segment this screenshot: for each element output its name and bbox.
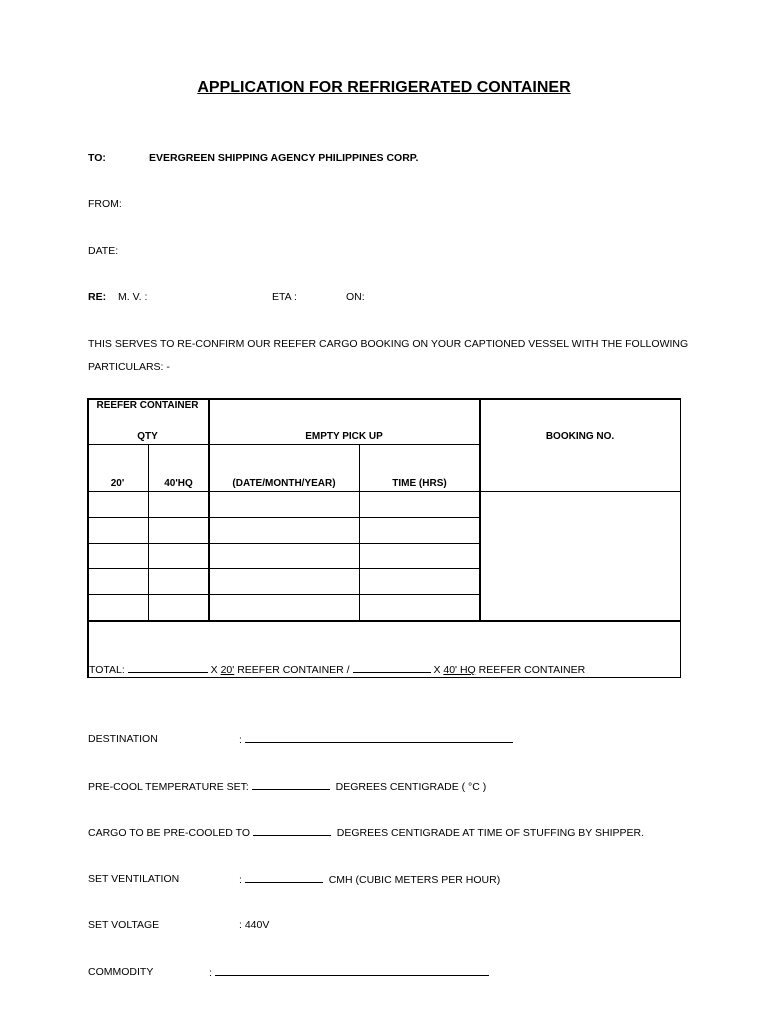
document-title: APPLICATION FOR REFRIGERATED CONTAINER [197, 79, 571, 96]
total-row [89, 663, 585, 676]
destination-colon: : [239, 734, 242, 746]
total-40-blank[interactable] [353, 663, 431, 673]
cargo-blank[interactable] [253, 826, 331, 836]
voltage-value: : 440V [239, 919, 270, 931]
intro-line-1: THIS SERVES TO RE-CONFIRM OUR REEFER CARGO BOOKING ON YOUR CAPTIONED VESSEL WITH THE FOLLOWING [88, 338, 689, 350]
cargo-label: CARGO TO BE PRE-COOLED TO [88, 827, 251, 839]
precool-blank[interactable] [252, 780, 330, 790]
total-x2: X [433, 664, 441, 676]
to-label: TO: [88, 152, 106, 164]
re-label: RE: [88, 291, 107, 303]
commodity-field [209, 966, 489, 979]
eta-label: ETA : [272, 291, 297, 303]
total-x1: X [210, 664, 218, 676]
cargo-precool-field [88, 826, 644, 839]
qty-header: QTY [137, 431, 158, 442]
col-20-header: 20' [110, 478, 125, 489]
intro-line-2: PARTICULARS: - [88, 361, 170, 373]
ventilation-blank[interactable] [245, 873, 323, 883]
cargo-unit: DEGREES CENTIGRADE AT TIME OF STUFFING BY SHIPPER. [336, 827, 645, 839]
destination-label: DESTINATION [88, 733, 158, 745]
ventilation-field [239, 873, 500, 886]
reefer-container-header: REEFER CONTAINER [96, 400, 199, 411]
destination-blank[interactable] [245, 733, 513, 743]
commodity-blank[interactable] [215, 966, 489, 976]
col-40hq-header: 40'HQ [164, 478, 193, 489]
total-40-label: 40' HQ [443, 664, 476, 676]
total-20-label: 20' [220, 664, 235, 676]
empty-pick-up-header: EMPTY PICK UP [305, 431, 383, 442]
col-time-header: TIME (HRS) [392, 478, 447, 489]
ventilation-label: SET VENTILATION [88, 873, 180, 885]
ventilation-unit: CMH (CUBIC METERS PER HOUR) [328, 874, 501, 886]
commodity-label: COMMODITY [88, 966, 154, 978]
col-date-header: (DATE/MONTH/YEAR) [232, 478, 336, 489]
commodity-colon: : [209, 967, 212, 979]
to-value: EVERGREEN SHIPPING AGENCY PHILIPPINES CORP. [149, 152, 419, 164]
ventilation-colon: : [239, 874, 242, 886]
booking-no-header: BOOKING NO. [545, 431, 615, 442]
total-mid: REEFER CONTAINER / [237, 664, 350, 676]
total-end: REEFER CONTAINER [478, 664, 586, 676]
precool-field [88, 780, 486, 793]
reefer-booking-table [87, 398, 681, 678]
mv-label: M. V. : [118, 291, 148, 303]
total-label: TOTAL: [89, 664, 125, 676]
on-label: ON: [346, 291, 365, 303]
total-20-blank[interactable] [128, 663, 208, 673]
destination-field [239, 733, 513, 746]
from-label: FROM: [88, 198, 122, 210]
precool-label: PRE-COOL TEMPERATURE SET: [88, 781, 249, 793]
date-label: DATE: [88, 245, 119, 257]
precool-unit: DEGREES CENTIGRADE ( °C ) [335, 781, 487, 793]
voltage-label: SET VOLTAGE [88, 919, 160, 931]
